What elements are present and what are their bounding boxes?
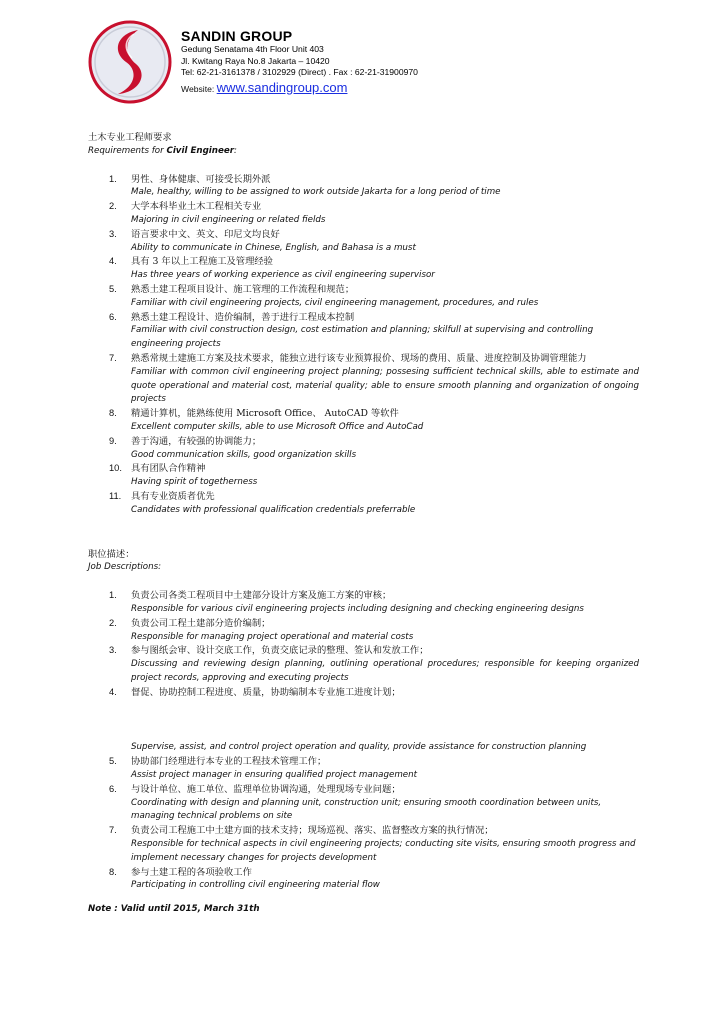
item-text-zh: 督促、协助控制工程进度、质量，协助编制本专业施工进度计划； (131, 686, 401, 698)
item-text-zh: 参与图纸会审、设计交底工作，负责交底记录的整理、签认和发放工作； (131, 645, 429, 657)
letterhead (181, 28, 418, 96)
item-text-en: Assist project manager in ensuring qualified project management (131, 770, 418, 781)
item-text-en: Responsible for technical aspects in civil engineering projects; conducting site visits, ensuring smooth progress and implement necessary changes for projects development (131, 839, 636, 863)
item-number: 11. (109, 490, 122, 501)
item-number: 8. (109, 866, 117, 877)
item-number: 9. (109, 435, 117, 446)
job-title-zh: 职位描述： (88, 548, 135, 560)
item-text-en: Familiar with civil construction design, cost estimation and planning; skilfull at supervising and controlling engineering projects (131, 325, 594, 350)
item-text-zh: 男性、身体健康、可接受长期外派 (131, 173, 271, 185)
item-number: 5. (109, 756, 117, 767)
list-item (88, 490, 639, 518)
list-item (88, 783, 639, 824)
item-text-en: Having spirit of togetherness (131, 477, 258, 488)
item-number: 1. (109, 590, 117, 601)
website-link[interactable]: www.sandingroup.com (216, 79, 348, 95)
job-title-en: Job Descriptions: (88, 562, 162, 573)
item-number: 2. (109, 201, 117, 212)
item-text-zh: 协助部门经理进行本专业的工程技术管理工作； (131, 756, 327, 768)
item-text-en: Male, healthy, willing to be assigned to work outside Jakarta for a long period of time (131, 187, 501, 198)
item-number: 2. (109, 617, 117, 628)
item-text-en: Has three years of working experience as civil engineering supervisor (131, 270, 435, 281)
company-logo (88, 20, 172, 104)
list-item (88, 644, 639, 685)
item-text-zh: 参与土建工程的各项验收工作 (131, 866, 252, 878)
item-text-en: Participating in controlling civil engineering material flow (131, 880, 380, 891)
requirements-list (88, 173, 648, 518)
item-number: 6. (109, 783, 117, 794)
contact-line: Tel: 62-21-3161378 / 3102929 (Direct) . Fax : 62-21-31900970 (181, 67, 418, 77)
item-text-en: Candidates with professional qualification credentials preferrable (131, 504, 416, 515)
list-item (88, 200, 639, 228)
list-item (88, 435, 639, 463)
document-body (88, 131, 648, 916)
item-text-zh: 负责公司工程施工中土建方面的技术支持；现场巡视、落实、监督整改方案的执行情况； (131, 825, 494, 837)
requirements-title-en: Requirements for Civil Engineer: (88, 145, 237, 156)
item-text-zh: 大学本科毕业土木工程相关专业 (131, 201, 262, 213)
company-name: SANDIN GROUP (181, 28, 293, 44)
item-text-zh: 具有团队合作精神 (131, 463, 206, 475)
item-number: 1. (109, 173, 117, 184)
item-text-zh: 语言要求中文、英文、印尼文均良好 (131, 228, 280, 240)
item-text-zh: 具有专业资质者优先 (131, 490, 215, 502)
list-item (88, 283, 639, 311)
item-text-zh: 具有 3 年以上工程施工及管理经验 (131, 256, 273, 268)
item-number: 6. (109, 311, 117, 322)
item-text-en: Responsible for managing project operational and material costs (131, 631, 414, 642)
website-label: Website: (181, 83, 215, 94)
item-text-en: Majoring in civil engineering or related fields (131, 214, 326, 225)
list-item (88, 589, 639, 617)
validity-note: Note : Valid until 2015, March 31th (88, 904, 260, 915)
item-text-en: Responsible for various civil engineering projects including designing and checking engineering designs (131, 603, 584, 614)
list-item (88, 228, 639, 256)
list-item (88, 686, 639, 756)
item-number: 3. (109, 645, 117, 656)
item-text-zh: 熟悉土建工程项目设计、施工管理的工作流程和规范； (131, 283, 355, 295)
list-item (88, 866, 639, 894)
list-item (88, 311, 639, 352)
item-number: 5. (109, 283, 117, 294)
item-text-zh: 负责公司各类工程项目中土建部分设计方案及施工方案的审核； (131, 590, 392, 602)
item-number: 4. (109, 256, 117, 267)
item-text-en: Supervise, assist, and control project operation and quality, provide assistance for construction planning (131, 742, 587, 753)
item-text-en: Familiar with civil engineering projects, civil engineering management, procedures, and rules (131, 297, 539, 308)
item-text-en: Good communication skills, good organization skills (131, 449, 357, 460)
item-number: 4. (109, 686, 117, 697)
item-text-en: Coordinating with design and planning unit, construction unit; ensuring smooth coordination between units, managing technical problems on site (131, 797, 602, 822)
list-item (88, 824, 639, 865)
item-text-en: Ability to communicate in Chinese, English, and Bahasa is a must (131, 242, 416, 253)
list-item (88, 617, 639, 645)
list-item (88, 407, 639, 435)
address-line-2: Jl. Kwitang Raya No.8 Jakarta – 10420 (181, 55, 330, 66)
item-text-zh: 熟悉土建工程设计、造价编制，善于进行工程成本控制 (131, 311, 355, 323)
item-number: 7. (109, 352, 117, 363)
list-item (88, 255, 639, 283)
item-text-zh: 精通计算机，能熟练使用 Microsoft Office、 AutoCAD 等软件 (131, 408, 399, 420)
item-number: 7. (109, 825, 117, 836)
list-item (88, 173, 639, 201)
item-text-en: Discussing and reviewing design planning, outlining operational procedures; responsible for keeping organized project records, approving and executing projects (131, 659, 639, 683)
item-text-zh: 善于沟通，有较强的协调能力； (131, 435, 262, 447)
list-item (88, 755, 639, 783)
job-descriptions-list (88, 589, 648, 893)
item-number: 3. (109, 228, 117, 239)
website-line (181, 81, 418, 96)
item-number: 10. (109, 463, 122, 474)
item-text-zh: 负责公司工程土建部分造价编制； (131, 617, 271, 629)
address-line-1: Gedung Senatama 4th Floor Unit 403 (181, 44, 324, 54)
item-text-en: Familiar with common civil engineering project planning; possesing sufficient technical skills, able to estimate and quote operational and material cost, material quality; able to ensure smooth planning and organization of ongoing projects (131, 366, 639, 405)
requirements-title-zh: 土木专业工程师要求 (88, 132, 172, 143)
item-text-en: Excellent computer skills, able to use Microsoft Office and AutoCad (131, 421, 424, 432)
item-text-zh: 与设计单位、施工单位、监理单位协调沟通，处理现场专业问题； (131, 783, 401, 795)
list-item (88, 352, 639, 407)
item-text-zh: 熟悉常规土建施工方案及技术要求，能独立进行该专业预算报价、现场的费用、质量、进度控制及协调管理能力 (131, 352, 587, 364)
item-number: 8. (109, 408, 117, 419)
list-item (88, 462, 639, 490)
